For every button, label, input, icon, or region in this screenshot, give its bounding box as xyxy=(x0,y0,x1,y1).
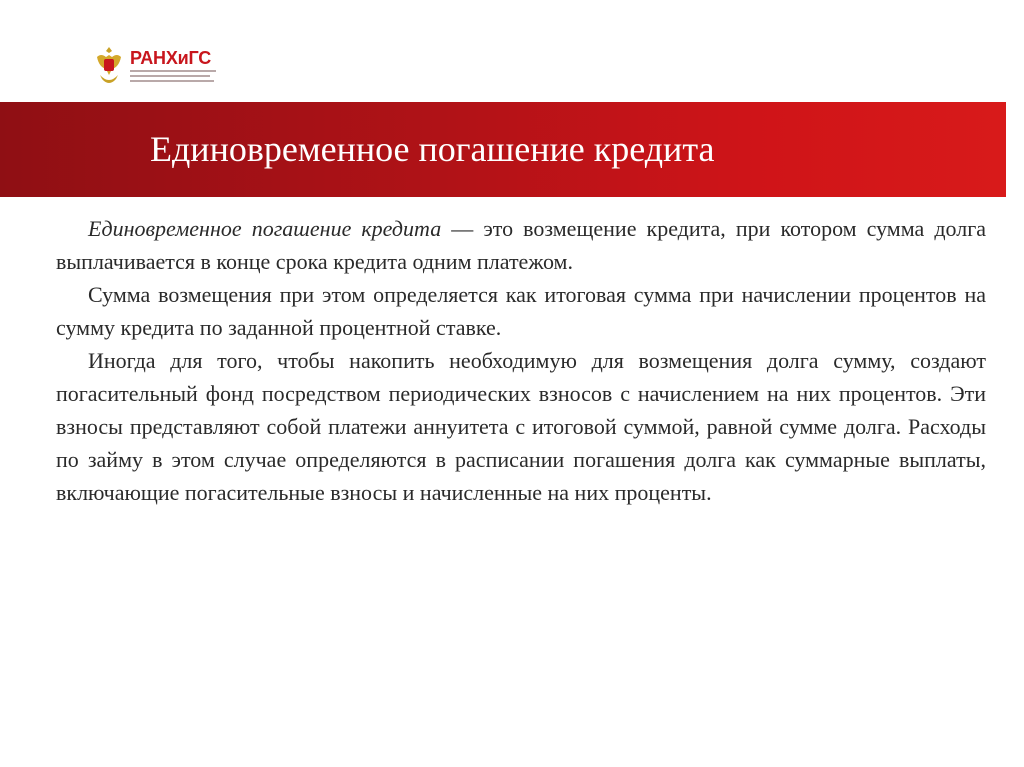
paragraph-1-text: — это возмещение кредита, при котором сумма долга выплачивается в конце срока кредита одним платежом. xyxy=(56,216,986,274)
eagle-emblem-icon xyxy=(94,45,124,87)
title-banner xyxy=(0,102,1006,197)
paragraph-1 xyxy=(56,212,986,278)
body-text xyxy=(56,212,986,509)
logo-subtitle-lines xyxy=(130,70,216,85)
logo-name: РАНХиГС xyxy=(130,47,212,68)
page-title: Единовременное погашение кредита xyxy=(150,129,715,169)
logo xyxy=(94,44,216,88)
paragraph-3: Иногда для того, чтобы накопить необходимую для возмещения долга сумму, создают погасительный фонд посредством периодических взносов с начислением на них процентов. Эти взносы представляют собой платежи аннуитета с итоговой суммой, равной сумме долга. Расходы по займу в этом случае определяются в расписании погашения долга как суммарные выплаты, включающие погасительные взносы и начисленные на них проценты. xyxy=(56,348,986,505)
logo-text xyxy=(130,48,216,85)
term-highlight: Единовременное погашение кредита xyxy=(88,216,442,241)
paragraph-2: Сумма возмещения при этом определяется как итоговая сумма при начислении процентов на сумму кредита по заданной процентной ставке. xyxy=(56,282,986,340)
